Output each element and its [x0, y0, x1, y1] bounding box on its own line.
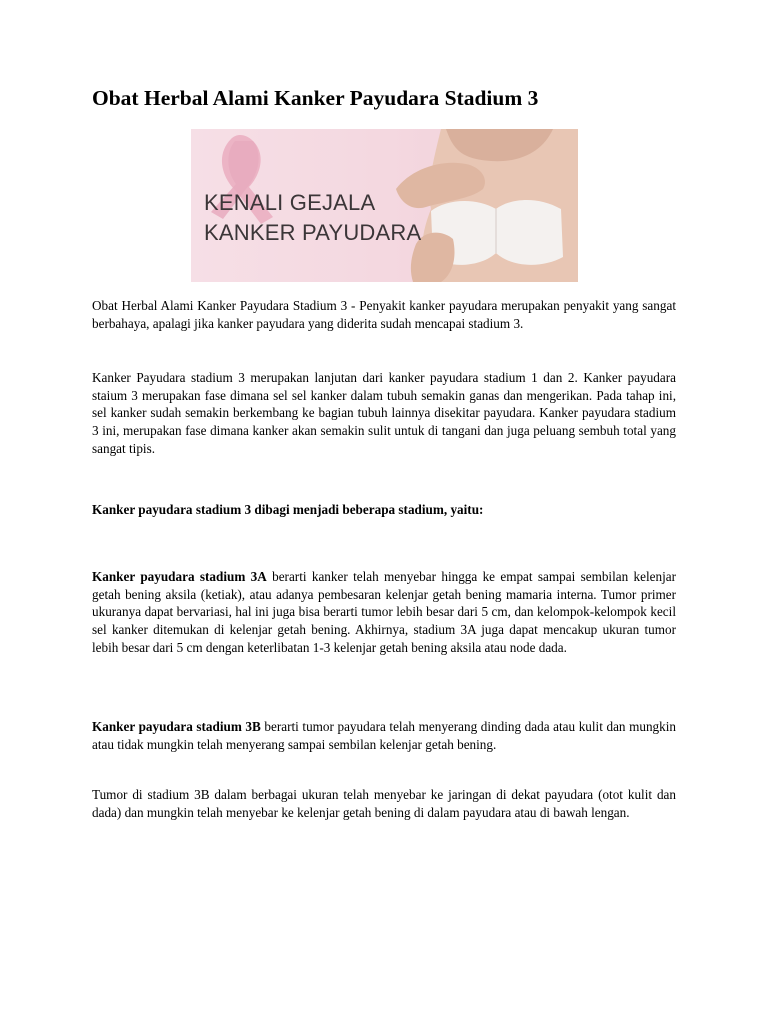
stage3b-label: Kanker payudara stadium 3B — [92, 719, 261, 734]
intro-paragraph: Obat Herbal Alami Kanker Payudara Stadium 3 - Penyakit kanker payudara merupakan penyakit yang sangat berbahaya, apalagi jika kanker payudara yang diderita sudah mencapai stadium 3. — [92, 298, 676, 331]
stages-subheading: Kanker payudara stadium 3 dibagi menjadi beberapa stadium, yaitu: — [92, 502, 484, 517]
banner-image — [191, 129, 578, 282]
stage3a-text: berarti kanker telah menyebar hingga ke empat sampai sembilan kelenjar getah bening aksila (ketiak), atau adanya pembesaran kelenjar getah bening mamaria interna. Tumor primer ukuranya dapat bervariasi, hal ini juga bisa berarti tumor lebih besar dari 5 cm, dan kelompok-kelompok kecil sel kanker ditemukan di kelenjar getah bening. Akhirnya, stadium 3A juga dapat mencakup ukuran tumor lebih besar dari 5 cm dengan keterlibatan 1-3 kelenjar getah bening aksila atau node dada. — [92, 569, 677, 655]
stage3b-text: berarti tumor payudara telah menyerang dinding dada atau kulit dan mungkin atau tidak mungkin telah menyerang sampai sembilan kelenjar getah bening. — [92, 719, 676, 752]
stage3a-paragraph — [92, 568, 676, 657]
stage3-paragraph: Kanker Payudara stadium 3 merupakan lanjutan dari kanker payudara stadium 1 dan 2. Kanker payudara staium 3 merupakan fase dimana sel sel kanker dalam tubuh semakin ganas dan mengerikan. Pada tahap ini, sel kanker sudah semakin berkembang ke bagian tubuh lainnya disekitar payudara. Kanker payudara stadium 3 ini, merupakan fase dimana kanker akan semakin sulit untuk di tangani dan juga peluang sembuh total yang sangat tipis. — [92, 370, 676, 456]
stage3b-details-paragraph: Tumor di stadium 3B dalam berbagai ukuran telah menyebar ke jaringan di dekat payudara (otot kulit dan dada) dan mungkin telah menyebar ke kelenjar getah bening di dalam payudara atau di bawah lengan. — [92, 787, 676, 820]
banner-text-line-1: KENALI GEJALA — [204, 190, 376, 215]
stage3b-paragraph — [92, 718, 676, 753]
banner-text-line-2: KANKER PAYUDARA — [204, 220, 422, 245]
woman-illustration — [396, 129, 578, 282]
document-title: Obat Herbal Alami Kanker Payudara Stadium 3 — [92, 86, 539, 110]
stage3a-label: Kanker payudara stadium 3A — [92, 569, 267, 584]
